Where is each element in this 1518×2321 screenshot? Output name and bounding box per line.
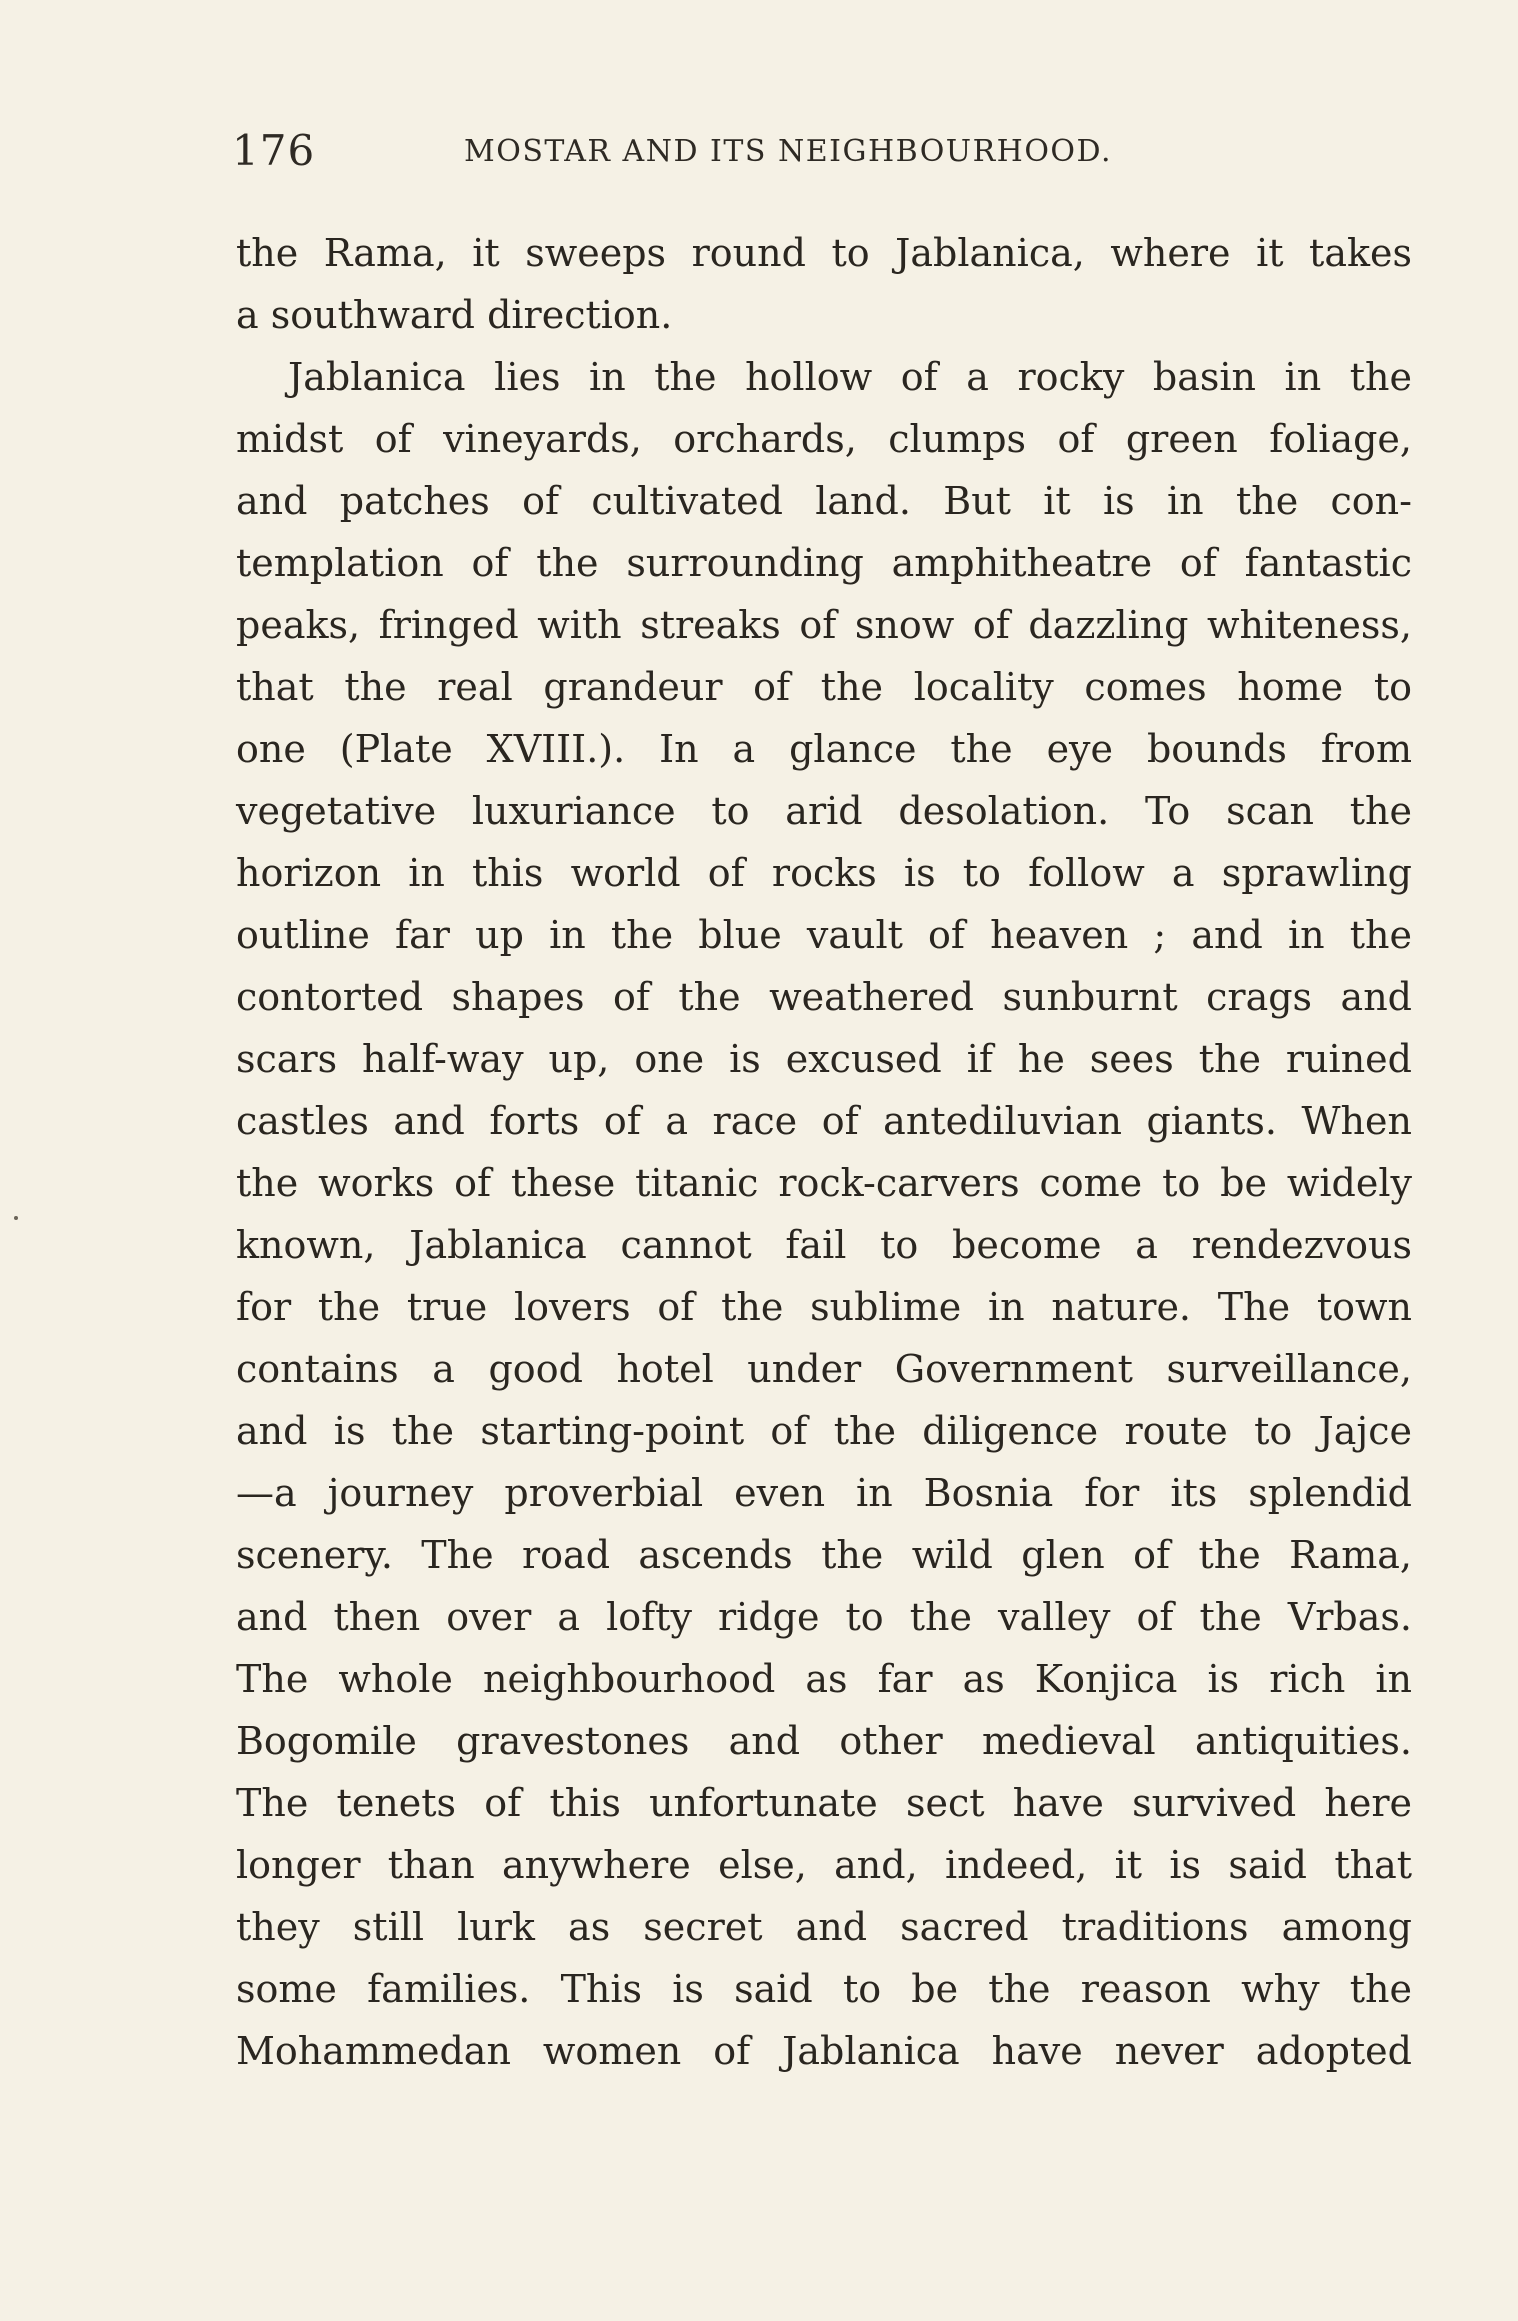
text-line: and then over a lofty ridge to the valley of the Vrbas. [236,1595,1412,1639]
paper-speck [14,1216,18,1220]
text-line: the Rama, it sweeps round to Jablanica, where it takes [236,231,1412,275]
text-line: midst of vineyards, orchards, clumps of green foliage, [236,417,1412,461]
text-line: —a journey proverbial even in Bosnia for its splendid [236,1471,1412,1515]
text-line: templation of the surrounding amphitheatre of fantastic [236,541,1412,585]
page-number: 176 [232,126,316,175]
text-line: The whole neighbourhood as far as Konjica is rich in [236,1657,1412,1701]
text-line: that the real grandeur of the locality comes home to [236,665,1412,709]
text-line: for the true lovers of the sublime in nature. The town [236,1285,1412,1329]
text-line: peaks, fringed with streaks of snow of dazzling whiteness, [236,603,1412,647]
text-line: outline far up in the blue vault of heaven ; and in the [236,913,1412,957]
text-line: The tenets of this unfortunate sect have survived here [236,1781,1412,1825]
text-line: and is the starting-point of the diligence route to Jajce [236,1409,1412,1453]
text-line: Jablanica lies in the hollow of a rocky basin in the [288,355,1412,399]
text-line: one (Plate XVIII.). In a glance the eye bounds from [236,727,1412,771]
text-line: known, Jablanica cannot fail to become a rendezvous [236,1223,1412,1267]
text-line: some families. This is said to be the reason why the [236,1967,1412,2011]
text-line: contorted shapes of the weathered sunburnt crags and [236,975,1412,1019]
text-line: horizon in this world of rocks is to follow a sprawling [236,851,1412,895]
text-line: vegetative luxuriance to arid desolation. To scan the [236,789,1412,833]
text-line: Mohammedan women of Jablanica have never adopted [236,2029,1412,2073]
text-line: and patches of cultivated land. But it is in the con- [236,479,1412,523]
text-line: a southward direction. [236,293,673,337]
body-text [236,222,1412,2082]
text-line: the works of these titanic rock-carvers come to be widely [236,1161,1412,1205]
text-line: they still lurk as secret and sacred traditions among [236,1905,1412,1949]
text-line: longer than anywhere else, and, indeed, it is said that [236,1843,1412,1887]
text-line: castles and forts of a race of antediluvian giants. When [236,1099,1412,1143]
running-header [232,118,1416,178]
text-line: Bogomile gravestones and other medieval antiquities. [236,1719,1412,1763]
text-line: scenery. The road ascends the wild glen of the Rama, [236,1533,1412,1577]
text-line: scars half-way up, one is excused if he sees the ruined [236,1037,1412,1081]
text-line: contains a good hotel under Government surveillance, [236,1347,1412,1391]
running-title: MOSTAR AND ITS NEIGHBOURHOOD. [464,134,1113,169]
